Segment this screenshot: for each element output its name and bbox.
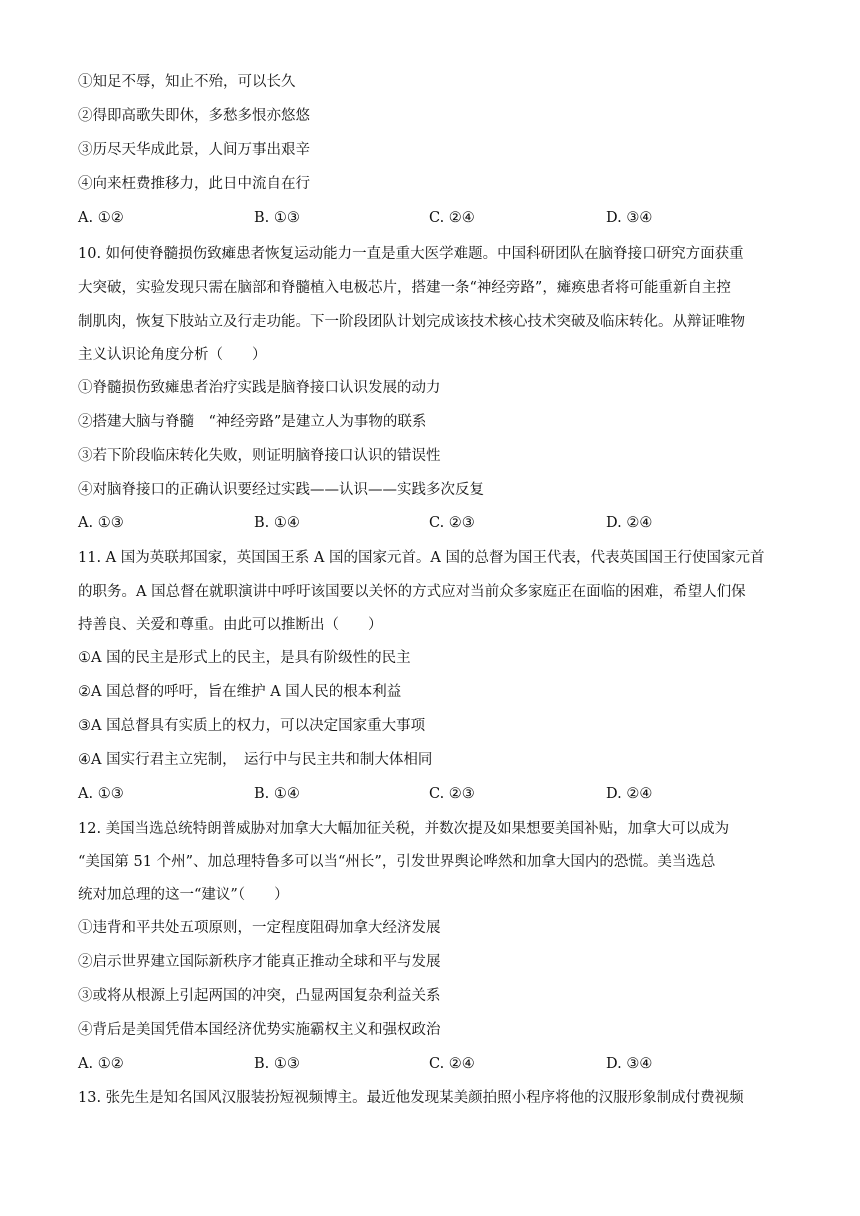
q12-option-b: B. ①③ (254, 1056, 300, 1072)
q9-statement-1: ①知足不辱，知止不殆，可以长久 (78, 74, 296, 90)
q13-stem-line-1: 13. 张先生是知名国风汉服装扮短视频博主。最近他发现某美颜拍照小程序将他的汉服形象制成付费视频 (78, 1090, 744, 1106)
q12-option-c: C. ②④ (429, 1056, 475, 1072)
q12-statement-3: ③或将从根源上引起两国的冲突，凸显两国复杂利益关系 (78, 988, 441, 1004)
q12-stem-line-1: 12. 美国当选总统特朗普威胁对加拿大大幅加征关税，并数次提及如果想要美国补贴，加拿大可以成为 (78, 821, 730, 837)
q10-stem-line-2: 大突破，实验发现只需在脑部和脊髓植入电极芯片，搭建一条“神经旁路”，瘫痪患者将可能重新自主控 (78, 280, 731, 296)
q12-stem-line-2: “美国第 51 个州”、加总理特鲁多可以当“州长”，引发世界舆论哗然和加拿大国内的恐慌。美当选总 (78, 854, 716, 870)
q10-option-a: A. ①③ (78, 515, 124, 531)
q10-option-c: C. ②③ (429, 515, 475, 531)
q11-statement-2: ②A 国总督的呼吁，旨在维护 A 国人民的根本利益 (78, 684, 402, 700)
q11-statement-4: ④A 国实行君主立宪制， 运行中与民主共和制大体相同 (78, 752, 433, 768)
q11-option-d: D. ②④ (606, 786, 653, 802)
q9-statement-2: ②得即高歌失即休，多愁多恨亦悠悠 (78, 108, 310, 124)
q11-option-a: A. ①③ (78, 786, 124, 802)
q10-statement-3: ③若下阶段临床转化失败，则证明脑脊接口认识的错误性 (78, 448, 441, 464)
q12-statement-2: ②启示世界建立国际新秩序才能真正推动全球和平与发展 (78, 954, 441, 970)
q11-statement-1: ①A 国的民主是形式上的民主，是具有阶级性的民主 (78, 650, 411, 666)
q9-option-b: B. ①③ (254, 210, 300, 226)
q10-option-b: B. ①④ (254, 515, 300, 531)
q9-option-d: D. ③④ (606, 210, 653, 226)
q11-stem-line-1: 11. A 国为英联邦国家，英国国王系 A 国的国家元首。A 国的总督为国王代表，代表英国国王行使国家元首 (78, 550, 765, 566)
q12-statement-1: ①违背和平共处五项原则，一定程度阻碍加拿大经济发展 (78, 920, 441, 936)
q12-option-d: D. ③④ (606, 1056, 653, 1072)
q12-option-a: A. ①② (78, 1056, 124, 1072)
q10-stem-line-1: 10. 如何使脊髓损伤致瘫患者恢复运动能力一直是重大医学难题。中国科研团队在脑脊接口研究方面获重 (78, 246, 744, 262)
q9-statement-4: ④向来枉费推移力，此日中流自在行 (78, 176, 310, 192)
q10-stem-line-3: 制肌肉，恢复下肢站立及行走功能。下一阶段团队计划完成该技术核心技术突破及临床转化。从辩证唯物 (78, 314, 745, 330)
q11-statement-3: ③A 国总督具有实质上的权力，可以决定国家重大事项 (78, 718, 426, 734)
q10-stem-line-4: 主义认识论角度分析（ ） (78, 347, 267, 363)
q11-option-c: C. ②③ (429, 786, 475, 802)
q11-stem-line-2: 的职务。A 国总督在就职演讲中呼吁该国要以关怀的方式应对当前众多家庭正在面临的困难，希望人们保 (78, 584, 746, 600)
q9-statement-3: ③历尽天华成此景，人间万事出艰辛 (78, 142, 310, 158)
q10-statement-4: ④对脑脊接口的正确认识要经过实践——认识——实践多次反复 (78, 482, 484, 498)
q12-statement-4: ④背后是美国凭借本国经济优势实施霸权主义和强权政治 (78, 1022, 441, 1038)
q9-option-c: C. ②④ (429, 210, 475, 226)
q10-statement-2: ②搭建大脑与脊髓 “神经旁路”是建立人为事物的联系 (78, 414, 427, 430)
q11-option-b: B. ①④ (254, 786, 300, 802)
q12-stem-line-3: 统对加总理的这一“建议”（ ） (78, 887, 289, 903)
q9-option-a: A. ①② (78, 210, 124, 226)
q11-stem-line-3: 持善良、关爱和尊重。由此可以推断出（ ） (78, 617, 383, 633)
q10-option-d: D. ②④ (606, 515, 653, 531)
q10-statement-1: ①脊髓损伤致瘫患者治疗实践是脑脊接口认识发展的动力 (78, 380, 441, 396)
